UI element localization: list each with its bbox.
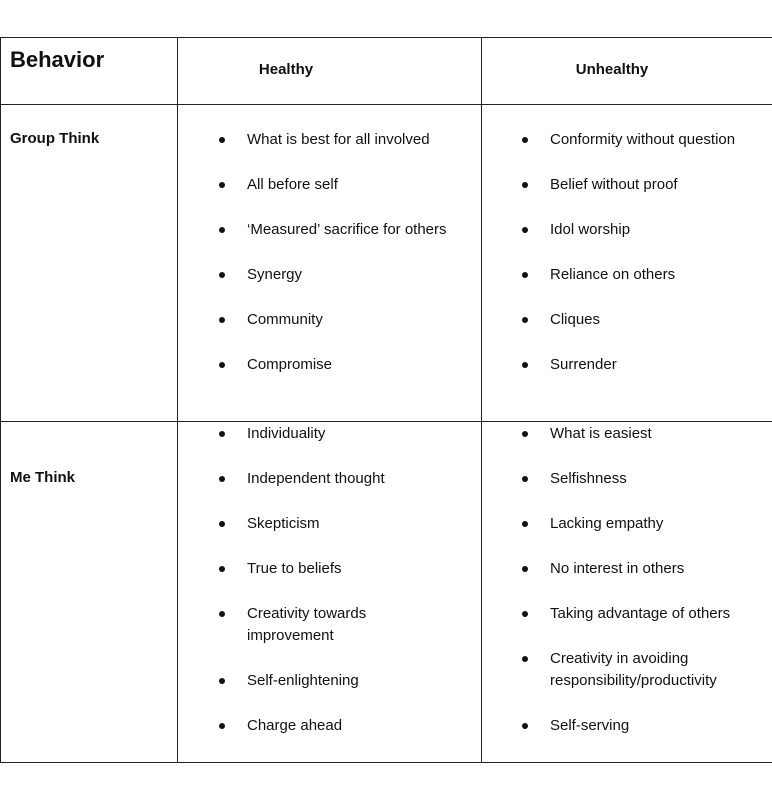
list-item: Lacking empathy	[522, 513, 770, 535]
me-think-unhealthy-list	[522, 423, 770, 760]
list-item: Creativity towards improvement	[219, 603, 444, 647]
table-border-bottom	[0, 762, 772, 763]
list-item: Community	[219, 309, 479, 331]
list-item: ‘Measured’ sacrifice for others	[219, 219, 479, 241]
behavior-table	[0, 37, 772, 763]
table-title: Behavior	[10, 47, 105, 72]
table-border-top	[0, 37, 772, 38]
list-item: Skepticism	[219, 513, 444, 535]
list-item: True to beliefs	[219, 558, 444, 580]
list-item: Individuality	[219, 423, 444, 445]
me-think-healthy-list	[219, 423, 444, 760]
list-item: Selfishness	[522, 468, 770, 490]
row-label-me-think: Me Think	[10, 469, 76, 486]
list-item: What is best for all involved	[219, 129, 479, 151]
list-item: Idol worship	[522, 219, 770, 241]
list-item: Taking advantage of others	[522, 603, 770, 625]
column-divider-1	[177, 37, 178, 762]
list-item: Independent thought	[219, 468, 444, 490]
list-item: Cliques	[522, 309, 770, 331]
list-item: Conformity without question	[522, 129, 770, 151]
list-item: Synergy	[219, 264, 479, 286]
list-item: Compromise	[219, 354, 479, 376]
list-item: Self-enlightening	[219, 670, 444, 692]
group-think-healthy-list	[219, 129, 479, 399]
list-item: Surrender	[522, 354, 770, 376]
header-divider	[0, 104, 772, 105]
list-item: Belief without proof	[522, 174, 770, 196]
row-divider	[0, 421, 772, 422]
column-divider-2	[481, 37, 482, 762]
column-header-healthy: Healthy	[258, 61, 314, 78]
group-think-unhealthy-list	[522, 129, 770, 399]
row-label-group-think: Group Think	[10, 130, 100, 147]
column-header-unhealthy: Unhealthy	[575, 61, 649, 78]
list-item: All before self	[219, 174, 479, 196]
list-item: Reliance on others	[522, 264, 770, 286]
list-item: No interest in others	[522, 558, 770, 580]
table-border-left	[0, 37, 1, 762]
list-item: What is easiest	[522, 423, 770, 445]
list-item: Creativity in avoiding responsibility/productivity	[522, 648, 770, 692]
list-item: Charge ahead	[219, 715, 444, 737]
list-item: Self-serving	[522, 715, 770, 737]
